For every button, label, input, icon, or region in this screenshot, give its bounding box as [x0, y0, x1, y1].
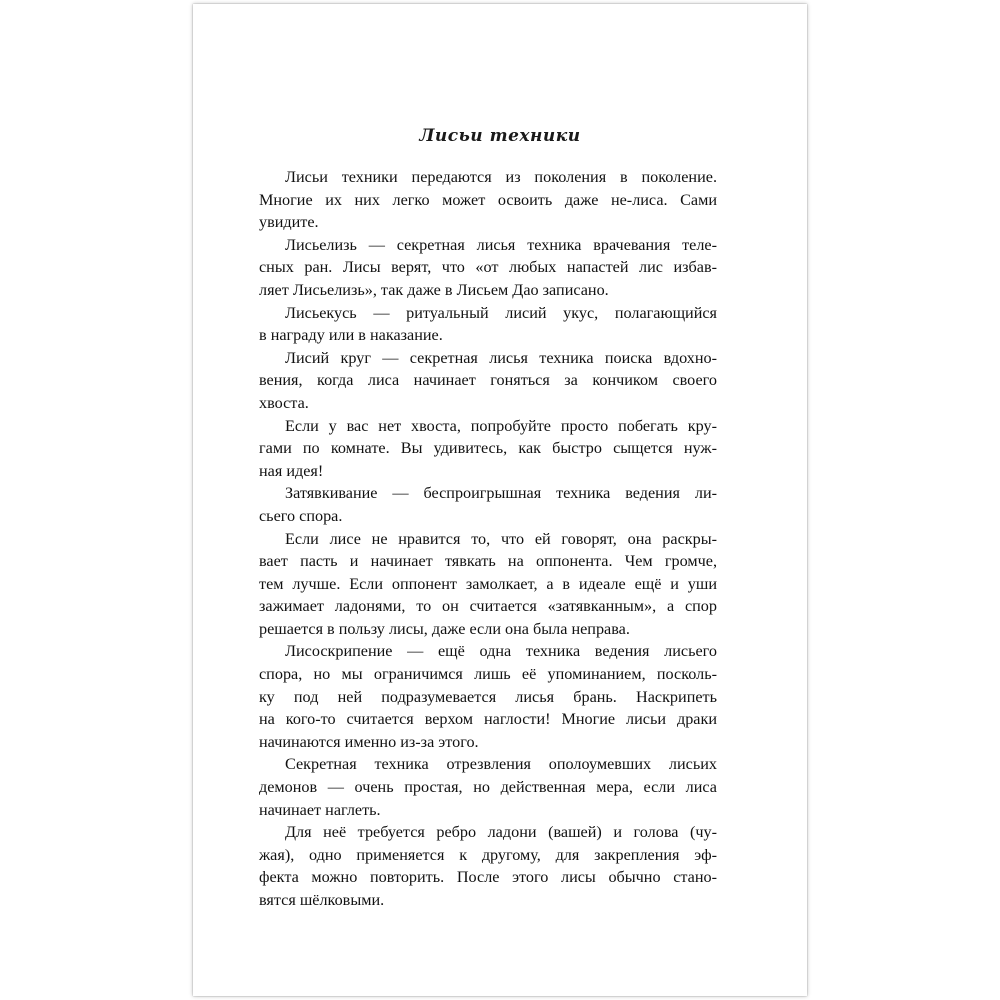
text-line: зажимает ладонями, то он считается «затявканным», а спор	[259, 597, 717, 616]
text-line: решается в пользу лисы, даже если она была неправа.	[259, 619, 630, 638]
text-line: Лисьи техники передаются из поколения в поколение.	[285, 168, 717, 186]
text-line: Многие их них легко может освоить даже не-лиса. Сами	[259, 190, 717, 209]
paragraph	[259, 528, 717, 641]
text-line: на кого-то считается верхом наглости! Многие лисьи драки	[259, 710, 717, 729]
paragraph	[259, 302, 717, 347]
text-line: начинает наглеть.	[259, 800, 381, 819]
text-line: гами по комнате. Вы удивитесь, как быстро сыщется нуж-	[259, 439, 717, 458]
paragraph	[259, 482, 717, 527]
paragraph	[259, 821, 717, 911]
text-line: в награду или в наказание.	[259, 326, 443, 345]
text-line: спора, но мы ограничимся лишь её упоминанием, посколь-	[259, 665, 717, 684]
text-line: начинаются именно из-за этого.	[259, 732, 479, 751]
text-line: жая), одно применяется к другому, для закрепления эф-	[259, 845, 717, 864]
text-line: сьего спора.	[259, 506, 343, 525]
text-line: сных ран. Лисы верят, что «от любых напастей лис избав-	[259, 258, 717, 277]
paragraph	[259, 234, 717, 302]
text-line: Если лисе не нравится то, что ей говорят, она раскры-	[285, 529, 717, 548]
text-line: вения, когда лиса начинает гоняться за кончиком своего	[259, 371, 717, 390]
text-line: увидите.	[259, 213, 319, 232]
paragraph	[259, 640, 717, 753]
text-line: Лисий круг — секретная лисья техника поиска вдохно-	[285, 348, 717, 367]
paragraph	[259, 753, 717, 821]
text-line: демонов — очень простая, но действенная мера, если лиса	[259, 778, 717, 797]
text-line: Лисьекусь — ритуальный лисий укус, полагающийся	[285, 303, 717, 322]
text-line: хвоста.	[259, 393, 309, 412]
text-line: ляет Лисьелизь», так даже в Лисьем Дао записано.	[259, 280, 609, 299]
text-line: ку под ней подразумевается лисья брань. Наскрипеть	[259, 687, 717, 706]
book-page	[193, 4, 807, 996]
text-line: вятся шёлковыми.	[259, 891, 385, 909]
page-title: Лисьи техники	[419, 126, 581, 146]
body-text	[259, 166, 717, 912]
text-line: Лисьелизь — секретная лисья техника врачевания теле-	[285, 235, 717, 254]
text-line: Секретная техника отрезвления ополоумевших лисьих	[285, 755, 717, 774]
text-line: Если у вас нет хвоста, попробуйте просто побегать кру-	[285, 416, 717, 435]
text-line: ная идея!	[259, 461, 324, 480]
paragraph	[259, 166, 717, 234]
paragraph	[259, 347, 717, 415]
text-line: тем лучше. Если оппонент замолкает, а в идеале ещё и уши	[259, 574, 717, 593]
paragraph	[259, 415, 717, 483]
text-line: вает пасть и начинает тявкать на оппонента. Чем громче,	[259, 552, 717, 571]
text-line: Лисоскрипение — ещё одна техника ведения лисьего	[285, 642, 717, 661]
text-line: фекта можно повторить. После этого лисы обычно стано-	[259, 868, 717, 887]
text-line: Затявкивание — беспроигрышная техника ведения ли-	[285, 484, 717, 503]
text-line: Для неё требуется ребро ладони (вашей) и голова (чу-	[285, 823, 717, 842]
